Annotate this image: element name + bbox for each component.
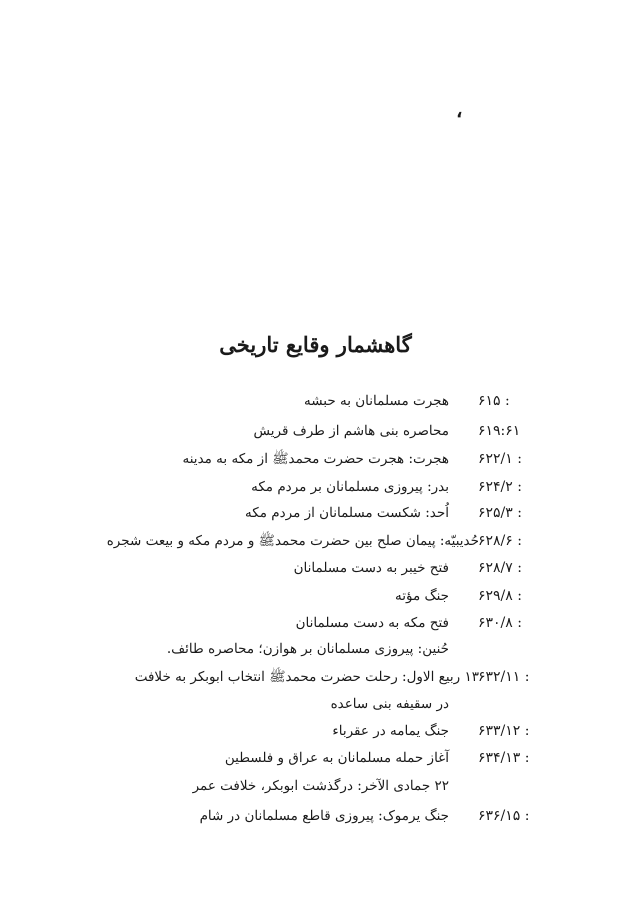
timeline-event: هجرت مسلمانان به حبشه	[303, 393, 449, 409]
timeline-row	[0, 666, 631, 692]
timeline-row	[0, 502, 631, 528]
timeline-row	[0, 693, 631, 719]
timeline-event: بدر: پیروزی مسلمانان بر مردم مکه	[251, 479, 449, 495]
timeline-date: ۶۳۳/۱۲ :	[478, 723, 530, 739]
timeline-event: ۲۲ جمادی الآخر: درگذشت ابوبکر، خلافت عمر	[192, 778, 449, 794]
timeline-row	[0, 390, 631, 416]
timeline-event: در سقیفه بنی ساعده	[330, 696, 449, 712]
timeline-row	[0, 476, 631, 502]
timeline-date: ۶۲۴/۲ :	[478, 479, 522, 495]
timeline-event: اُحد: شکست مسلمانان از مردم مکه	[245, 505, 449, 521]
timeline-event: حُدیبیّه: پیمان صلح بین حضرت محمدﷺ و مردم مکه و بیعت شجره	[106, 533, 479, 549]
timeline-event: جنگ یمامه در عقرباء	[332, 723, 449, 739]
timeline-date: ۶۲۹/۸ :	[478, 588, 522, 604]
timeline-row	[0, 720, 631, 746]
timeline-row	[0, 805, 631, 831]
timeline-row	[0, 530, 631, 556]
timeline-date: ۶۳۴/۱۳ :	[478, 750, 530, 766]
timeline-date: ۶۲۲/۱ :	[478, 451, 522, 467]
timeline-date: ۶۱۵ :	[478, 393, 510, 409]
timeline-event: فتح خیبر به دست مسلمانان	[293, 560, 449, 576]
page-title: گاهشمار وقایع تاریخی	[219, 332, 412, 357]
timeline-event: آغاز حمله مسلمانان به عراق و فلسطین	[224, 750, 449, 766]
timeline-date: ۶۲۸/۷ :	[478, 560, 522, 576]
timeline-row	[0, 585, 631, 611]
timeline-date: ۶۳۰/۸ :	[478, 615, 522, 631]
timeline-event: هجرت: هجرت حضرت محمدﷺ از مکه به مدینه	[182, 451, 449, 467]
timeline-row	[0, 775, 631, 801]
timeline-row	[0, 448, 631, 474]
timeline-row	[0, 557, 631, 583]
timeline-event: جنگ مؤته	[395, 588, 449, 604]
timeline-event: جنگ یرموک: پیروزی قاطع مسلمانان در شام	[199, 808, 449, 824]
timeline-event: فتح مکه به دست مسلمانان	[295, 615, 449, 631]
timeline-row	[0, 638, 631, 664]
timeline-event: محاصره بنی هاشم از طرف قریش	[253, 423, 449, 439]
timeline-row	[0, 612, 631, 638]
timeline-row	[0, 420, 631, 446]
timeline-date: ۶۲۵/۳ :	[478, 505, 522, 521]
timeline-date: ۶۲۸/۶ :	[478, 533, 522, 549]
timeline-date: ۶۳۲/۱۱ :	[478, 669, 530, 685]
timeline-event: ۱۳ ربیع الاول: رحلت حضرت محمدﷺ انتخاب ابوبکر به خلافت	[134, 669, 479, 685]
timeline-date: ۶۳۶/۱۵ :	[478, 808, 530, 824]
timeline-date: ۶۱۹:۶۱	[478, 423, 521, 439]
timeline-row	[0, 747, 631, 773]
timeline-event: حُنین: پیروزی مسلمانان بر هوازن؛ محاصره طائف.	[166, 641, 449, 657]
page-mark: ،	[456, 98, 463, 122]
